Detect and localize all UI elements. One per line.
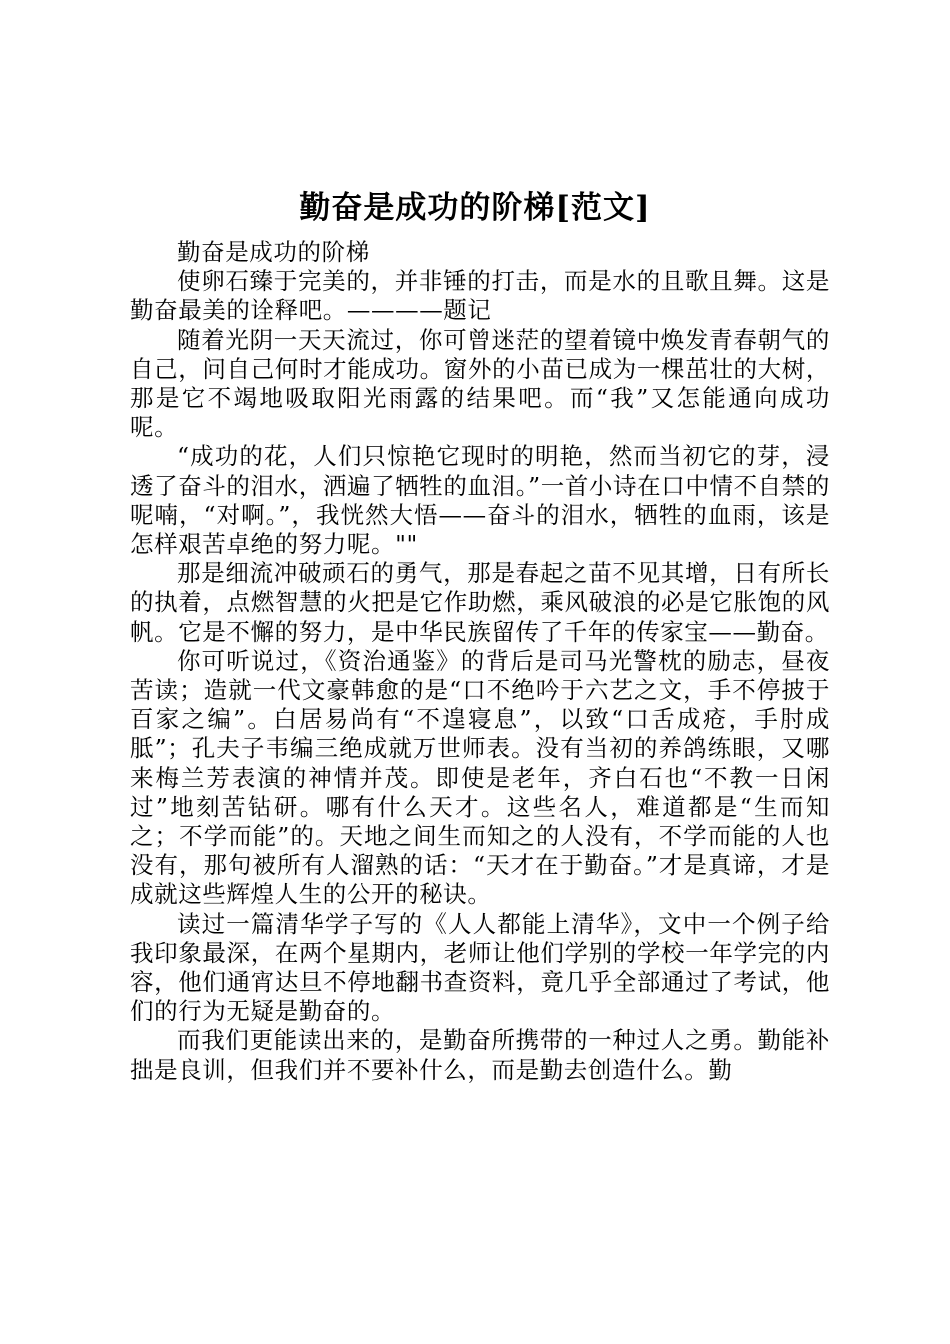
paragraph: 随着光阴一天天流过，你可曾迷茫的望着镜中焕发青春朝气的自己，问自己何时才能成功。窗外的小苗已成为一棵茁壮的大树，那是它不竭地吸取阳光雨露的结果吧。而“我”又怎能通向成功呢。 (130, 325, 830, 442)
document-title: 勤奋是成功的阶梯[范文] (299, 190, 651, 226)
paragraph-epigraph: 使卵石臻于完美的，并非锤的打击，而是水的且歌且舞。这是勤奋最美的诠释吧。————题记 (130, 267, 830, 325)
paragraph: 读过一篇清华学子写的《人人都能上清华》，文中一个例子给我印象最深，在两个星期内，老师让他们学别的学校一年学完的内容，他们通宵达旦不停地翻书查资料，竟几乎全部通过了考试，他们的行为无疑是勤奋的。 (130, 909, 830, 1026)
paragraph: “成功的花，人们只惊艳它现时的明艳，然而当初它的芽，浸透了奋斗的泪水，洒遍了牺牲的血泪。”一首小诗在口中情不自禁的呢喃，“对啊。”，我恍然大悟——奋斗的泪水，牺牲的血雨，该是怎样艰苦卓绝的努力呢。"" (130, 442, 830, 559)
paragraph: 你可听说过，《资治通鉴》的背后是司马光警枕的励志，昼夜苦读；造就一代文豪韩愈的是“口不绝吟于六艺之文，手不停披于百家之编”。白居易尚有“不遑寝息”，以致“口舌成疮，手肘成胝”；孔夫子韦编三绝成就万世师表。没有当初的养鸽练眼，又哪来梅兰芳表演的神情并茂。即使是老年，齐白石也“不教一日闲过”地刻苦钻研。哪有什么天才。这些名人，难道都是“生而知之；不学而能”的。天地之间生而知之的人没有，不学而能的人也没有，那句被所有人溜熟的话：“天才在于勤奋。”才是真谛，才是成就这些辉煌人生的公开的秘诀。 (130, 646, 830, 909)
paragraph: 而我们更能读出来的，是勤奋所携带的一种过人之勇。勤能补拙是良训，但我们并不要补什么，而是勤去创造什么。勤 (130, 1026, 830, 1084)
paragraph: 那是细流冲破顽石的勇气，那是春起之苗不见其增，日有所长的执着，点燃智慧的火把是它作助燃，乘风破浪的必是它胀饱的风帆。它是不懈的努力，是中华民族留传了千年的传家宝——勤奋。 (130, 559, 830, 646)
paragraph-subtitle: 勤奋是成功的阶梯 (177, 238, 370, 266)
document-body (130, 238, 830, 1085)
